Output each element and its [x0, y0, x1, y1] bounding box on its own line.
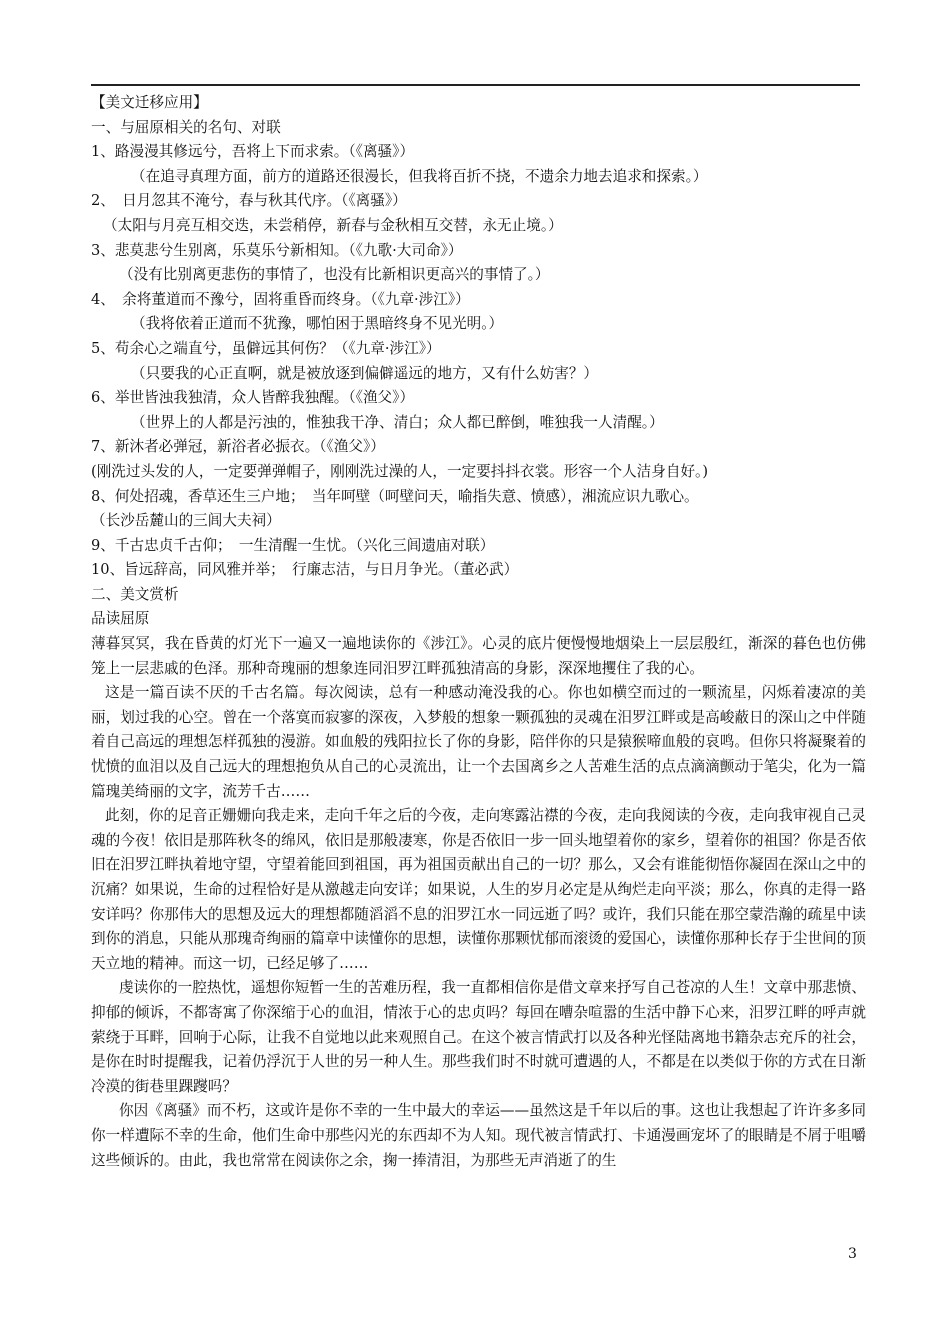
- list-item: 10、旨远辞高，同风雅并举； 行廉志洁，与日月争光。（董必武）: [91, 561, 519, 579]
- list-item: 6、举世皆浊我独清，众人皆醉我独醒。（《渔父》）: [91, 389, 415, 407]
- essay-title: 品读屈原: [91, 610, 150, 628]
- list-item: 7、新沐者必弹冠，新浴者必振衣。（《渔父》）: [91, 438, 385, 456]
- list-item: 5、苟余心之端直兮，虽僻远其何伤？（《九章·涉江》）: [91, 339, 441, 357]
- list-item-note: (刚洗过头发的人，一定要弹弹帽子，刚刚洗过澡的人，一定要抖抖衣裳。形容一个人洁身自好。): [91, 462, 709, 480]
- section1-title: 一、与屈原相关的名句、对联: [91, 118, 281, 136]
- list-item: 4、 余将董道而不豫兮，固将重昏而终身。（《九章·涉江》）: [91, 290, 470, 308]
- section-heading: 【美文迁移应用】: [91, 94, 208, 111]
- list-item: 2、 日月忽其不淹兮，春与秋其代序。（《离骚》）: [91, 192, 407, 210]
- header-rule: [91, 84, 860, 86]
- essay-paragraph: 此刻，你的足音正姗姗向我走来，走向千年之后的今夜，走向寒露沾襟的今夜，走向我阅读的今夜，走向我审视自己灵魂的今夜！依旧是那阵秋冬的绵风，依旧是那般凄寒，你是否依旧一步一回头地望着你的家乡，望着你的祖国？你是否依旧在汨罗江畔执着地守望，守望着能回到祖国，再为祖国贡献出自己的一切？那么，又会有谁能彻悟你凝固在深山之中的沉痛？如果说，生命的过程恰好是从激越走向安详；如果说，人生的岁月必定是从绚烂走向平淡；那么，你真的走得一路安详吗？你那伟大的思想及远大的理想都随滔滔不息的汨罗江水一同远逝了吗？或许，我们只能在那空蒙浩瀚的疏星中读到你的消息，只能从那瑰奇绚丽的篇章中读懂你的思想，读懂你那颗忧郁而滚烫的爱国心，读懂你那种长存于尘世间的顶天立地的精神。而这一切，已经足够了……: [91, 807, 866, 972]
- list-item: 9、千古忠贞千古仰； 一生清醒一生忧。（兴化三闾遗庙对联）: [91, 536, 495, 554]
- page-number: 3: [848, 1246, 857, 1262]
- list-item-note: （没有比别离更悲伤的事情了，也没有比新相识更高兴的事情了。）: [119, 266, 550, 284]
- list-item: 8、何处招魂，香草还生三户地； 当年呵壁（呵壁问天，喻指失意、愤感），湘流应识九歌心。: [91, 487, 699, 505]
- document-body: [91, 91, 866, 1173]
- section2-title: 二、美文赏析: [91, 585, 179, 603]
- list-item: 3、悲莫悲兮生别离，乐莫乐兮新相知。（《九歌·大司命》）: [91, 241, 463, 259]
- list-item-note: （世界上的人都是污浊的，惟独我干净、清白；众人都已醉倒，唯独我一人清醒。）: [131, 413, 664, 431]
- list-item-note: （只要我的心正直啊，就是被放逐到偏僻遥远的地方，又有什么妨害？）: [131, 364, 599, 382]
- list-item-note: （在追寻真理方面，前方的道路还很漫长，但我将百折不挠，不遗余力地去追求和探索。）: [131, 167, 708, 185]
- list-item-note: （太阳与月亮互相交迭，未尝稍停，新春与金秋相互交替，永无止境。）: [103, 216, 563, 234]
- essay-paragraph: 这是一篇百读不厌的千古名篇。每次阅读，总有一种感动淹没我的心。你也如横空而过的一颗流星，闪烁着凄凉的美丽，划过我的心空。曾在一个落寞而寂寥的深夜，入梦般的想象一颗孤独的灵魂在汨罗江畔或是高峻蔽日的深山之中伴随着自己高远的理想怎样孤独的漫游。如血般的残阳拉长了你的身影，陪伴你的只是猿猴啼血般的哀鸣。但你只将凝聚着的忧愤的血泪以及自己远大的理想抱负从自己的心灵流出，让一个去国离乡之人苦难生活的点点滴滴颤动于笔尖，化为一篇篇瑰美绮丽的文字，流芳千古……: [91, 684, 866, 800]
- essay-paragraph: 薄暮冥冥，我在昏黄的灯光下一遍又一遍地读你的《涉江》。心灵的底片便慢慢地烟染上一层层殷红，渐深的暮色也仿佛笼上一层悲戚的色泽。那种奇瑰丽的想象连同汨罗江畔孤独清高的身影，深深地攫住了我的心。: [91, 635, 866, 677]
- list-item-note: （我将依着正道而不犹豫，哪怕困于黑暗终身不见光明。）: [131, 315, 504, 333]
- list-item-note: （长沙岳麓山的三闾大夫祠）: [91, 512, 281, 530]
- essay-paragraph: 你因《离骚》而不朽，这或许是你不幸的一生中最大的幸运——虽然这是千年以后的事。这也让我想起了许许多多同你一样遭际不幸的生命，他们生命中那些闪光的东西却不为人知。现代被言情武打、卡通漫画宠坏了的眼睛是不屑于咀嚼这些倾诉的。由此，我也常常在阅读你之余，掬一捧清泪，为那些无声消逝了的生: [91, 1102, 866, 1169]
- list-item: 1、路漫漫其修远兮，吾将上下而求索。（《离骚》）: [91, 143, 415, 161]
- essay-paragraph: 虔读你的一腔热忱，遥想你短暂一生的苦难历程，我一直都相信你是借文章来抒写自己苍凉的人生！文章中那悲愤、抑郁的倾诉，不都寄寓了你深缩于心的血泪，情浓于心的忠贞吗？每回在嘈杂喧嚣的生活中静下心来，汨罗江畔的呼声就萦绕于耳畔，回响于心际，让我不自觉地以此来观照自己。在这个被言情武打以及各种光怪陆离地书籍杂志充斥的社会，是你在时时提醒我，记着仍浮沉于人世的另一种人生。那些我们时不时就可遭遇的人，不都是在以类似于你的方式在日渐冷漠的街巷里踝躞吗？: [91, 979, 866, 1095]
